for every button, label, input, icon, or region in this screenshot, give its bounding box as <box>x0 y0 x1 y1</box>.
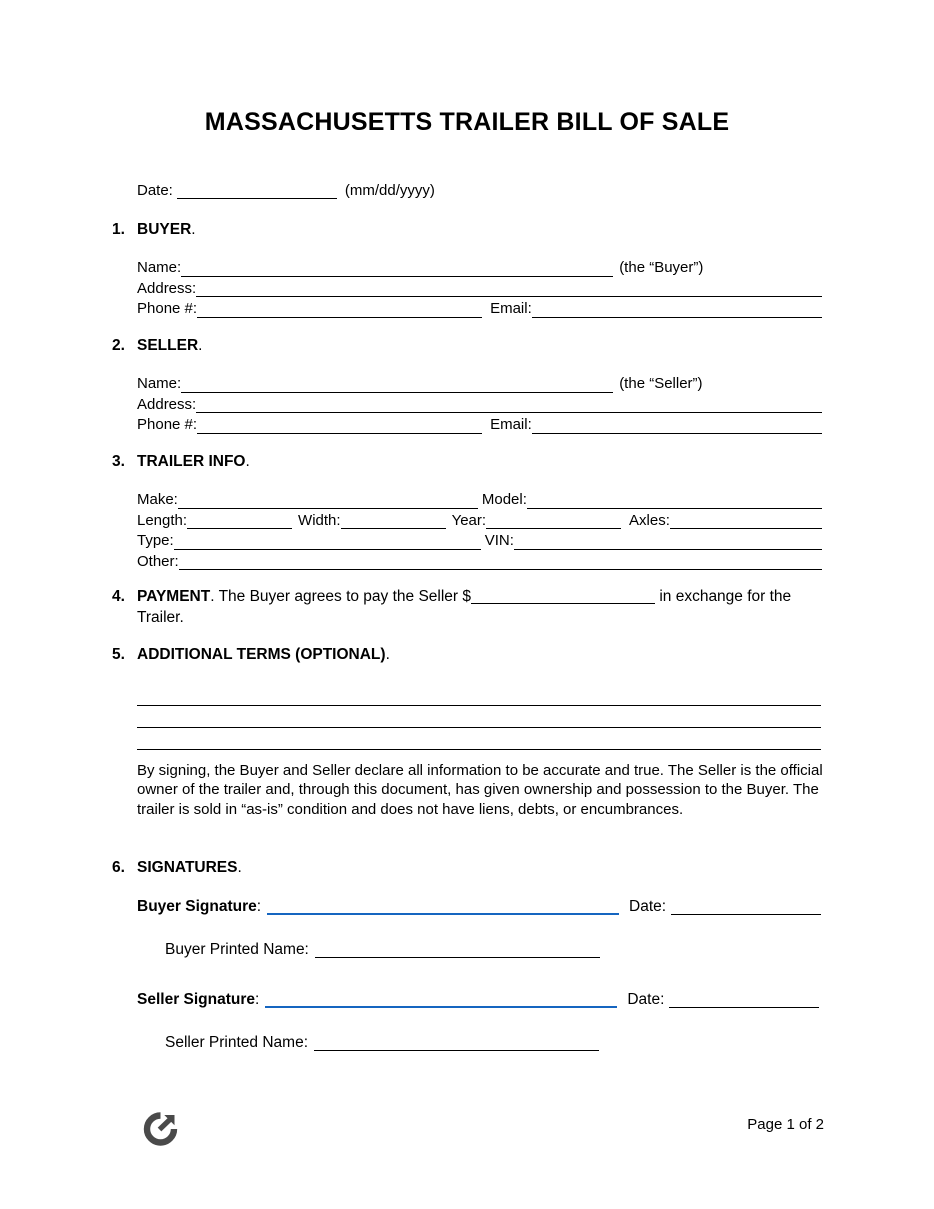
trailer-width-label: Width: <box>298 511 341 529</box>
seller-printed-name-row <box>165 1032 827 1053</box>
buyer-email-label: Email: <box>490 300 532 318</box>
trailer-width-input-line[interactable] <box>341 512 446 529</box>
buyer-phone-input-line[interactable] <box>197 301 482 318</box>
section-buyer <box>112 221 822 320</box>
seller-address-row <box>137 395 822 416</box>
section-number: 1. <box>112 221 125 238</box>
seller-address-label: Address: <box>137 395 197 413</box>
trailer-fields <box>137 490 822 572</box>
trailer-model-input-line[interactable] <box>527 492 822 509</box>
additional-terms-lines <box>137 684 821 750</box>
trailer-other-row <box>137 552 822 573</box>
date-label: Date: <box>137 182 173 199</box>
section-heading-additional-terms <box>112 646 822 663</box>
section-additional-terms <box>112 646 822 663</box>
buyer-phone-label: Phone #: <box>137 300 198 318</box>
payment-body <box>137 586 822 628</box>
seller-signature-row <box>137 989 827 1010</box>
seller-name-label: Name: <box>137 375 182 393</box>
trailer-other-input-line[interactable] <box>179 553 822 570</box>
seller-phone-input-line[interactable] <box>197 417 482 434</box>
seller-name-tail: (the “Seller”) <box>619 375 703 393</box>
section-number: 2. <box>112 337 125 354</box>
section-number: 5. <box>112 646 125 663</box>
section-title: BUYER <box>137 221 192 238</box>
trailer-make-input-line[interactable] <box>178 492 478 509</box>
section-title: SIGNATURES <box>137 859 238 876</box>
trailer-year-input-line[interactable] <box>486 512 621 529</box>
section-heading-seller <box>112 337 822 354</box>
seller-signature-label: Seller Signature <box>137 991 256 1008</box>
trailer-other-label: Other: <box>137 552 179 570</box>
section-period: . <box>245 453 250 470</box>
buyer-fields <box>137 258 822 320</box>
buyer-address-row <box>137 279 822 300</box>
trailer-length-input-line[interactable] <box>187 512 292 529</box>
seller-printed-name-input-line[interactable] <box>314 1034 599 1051</box>
seller-name-input-line[interactable] <box>181 376 613 393</box>
section-period: . <box>210 588 215 605</box>
buyer-signature-colon: : <box>256 898 262 915</box>
trailer-length-label: Length: <box>137 511 188 529</box>
buyer-signature-input-line[interactable] <box>267 897 619 915</box>
section-title: TRAILER INFO <box>137 453 246 470</box>
seller-signature-block <box>137 989 827 1053</box>
buyer-signature-label: Buyer Signature <box>137 898 257 915</box>
payment-text-before: The Buyer agrees to pay the Seller $ <box>218 588 472 605</box>
declaration-paragraph: By signing, the Buyer and Seller declare all information to be accurate and true. The Seller is the official owner of the trailer and, through this document, has given ownership and possession to the Buyer. The trailer is sold in “as-is” condition and does not have liens, debts, or encumbrances. <box>137 762 823 818</box>
section-trailer-info <box>112 453 822 572</box>
seller-name-row <box>137 374 822 395</box>
section-seller <box>112 337 822 436</box>
section-title: PAYMENT <box>137 588 211 605</box>
trailer-axles-input-line[interactable] <box>670 512 822 529</box>
seller-address-input-line[interactable] <box>196 396 822 413</box>
buyer-email-input-line[interactable] <box>532 301 822 318</box>
section-signatures <box>112 859 822 876</box>
trailer-vin-label: VIN: <box>484 532 514 550</box>
seller-email-label: Email: <box>490 416 532 434</box>
section-period: . <box>237 859 242 876</box>
payment-text-after: in exchange for the Trailer. <box>137 588 792 626</box>
trailer-make-model-row <box>137 490 822 511</box>
section-heading-signatures <box>112 859 822 876</box>
eforms-circular-arrow-icon[interactable] <box>139 1108 181 1150</box>
trailer-year-label: Year: <box>451 511 487 529</box>
trailer-vin-input-line[interactable] <box>514 533 822 550</box>
trailer-model-label: Model: <box>481 491 527 509</box>
section-heading-buyer <box>112 221 822 238</box>
trailer-dimensions-row <box>137 511 822 532</box>
trailer-type-vin-row <box>137 531 822 552</box>
seller-signature-date-input-line[interactable] <box>669 991 819 1008</box>
section-number: 6. <box>112 859 125 876</box>
date-row <box>137 181 435 201</box>
seller-phone-email-row <box>137 415 822 436</box>
buyer-printed-name-row <box>165 939 827 960</box>
buyer-printed-name-label: Buyer Printed Name: <box>165 941 309 958</box>
seller-signature-colon: : <box>255 991 260 1008</box>
buyer-signature-row <box>137 896 827 917</box>
buyer-signature-block <box>137 896 827 960</box>
buyer-signature-date-input-line[interactable] <box>671 898 821 915</box>
additional-terms-line[interactable] <box>137 706 821 728</box>
section-period: . <box>191 221 196 238</box>
section-period: . <box>198 337 203 354</box>
section-title: ADDITIONAL TERMS (OPTIONAL) <box>137 646 386 663</box>
additional-terms-line[interactable] <box>137 728 821 750</box>
section-number: 3. <box>112 453 125 470</box>
buyer-name-tail: (the “Buyer”) <box>619 259 704 277</box>
seller-signature-date-label: Date: <box>627 991 665 1008</box>
seller-phone-label: Phone #: <box>137 416 198 434</box>
buyer-name-row <box>137 258 822 279</box>
trailer-type-input-line[interactable] <box>174 533 481 550</box>
buyer-address-input-line[interactable] <box>196 280 822 297</box>
section-number: 4. <box>112 588 125 605</box>
buyer-signature-date-label: Date: <box>629 898 667 915</box>
buyer-phone-email-row <box>137 299 822 320</box>
buyer-name-input-line[interactable] <box>181 260 613 277</box>
page-number: Page 1 of 2 <box>747 1116 824 1133</box>
seller-signature-input-line[interactable] <box>265 990 617 1008</box>
date-format-hint: (mm/dd/yyyy) <box>344 182 435 199</box>
seller-email-input-line[interactable] <box>532 417 822 434</box>
page-title: MASSACHUSETTS TRAILER BILL OF SALE <box>204 108 730 136</box>
section-heading-trailer-info <box>112 453 822 470</box>
seller-printed-name-label: Seller Printed Name: <box>165 1034 309 1051</box>
seller-fields <box>137 374 822 436</box>
payment-amount-input-line[interactable] <box>471 588 655 604</box>
trailer-make-label: Make: <box>137 491 178 509</box>
buyer-printed-name-input-line[interactable] <box>315 941 600 958</box>
trailer-axles-label: Axles: <box>629 511 670 529</box>
section-payment <box>112 586 822 628</box>
trailer-type-label: Type: <box>137 532 174 550</box>
buyer-name-label: Name: <box>137 259 182 277</box>
buyer-address-label: Address: <box>137 279 197 297</box>
date-input-line[interactable] <box>177 182 337 199</box>
section-title: SELLER <box>137 337 199 354</box>
section-period: . <box>385 646 390 663</box>
additional-terms-line[interactable] <box>137 684 821 706</box>
